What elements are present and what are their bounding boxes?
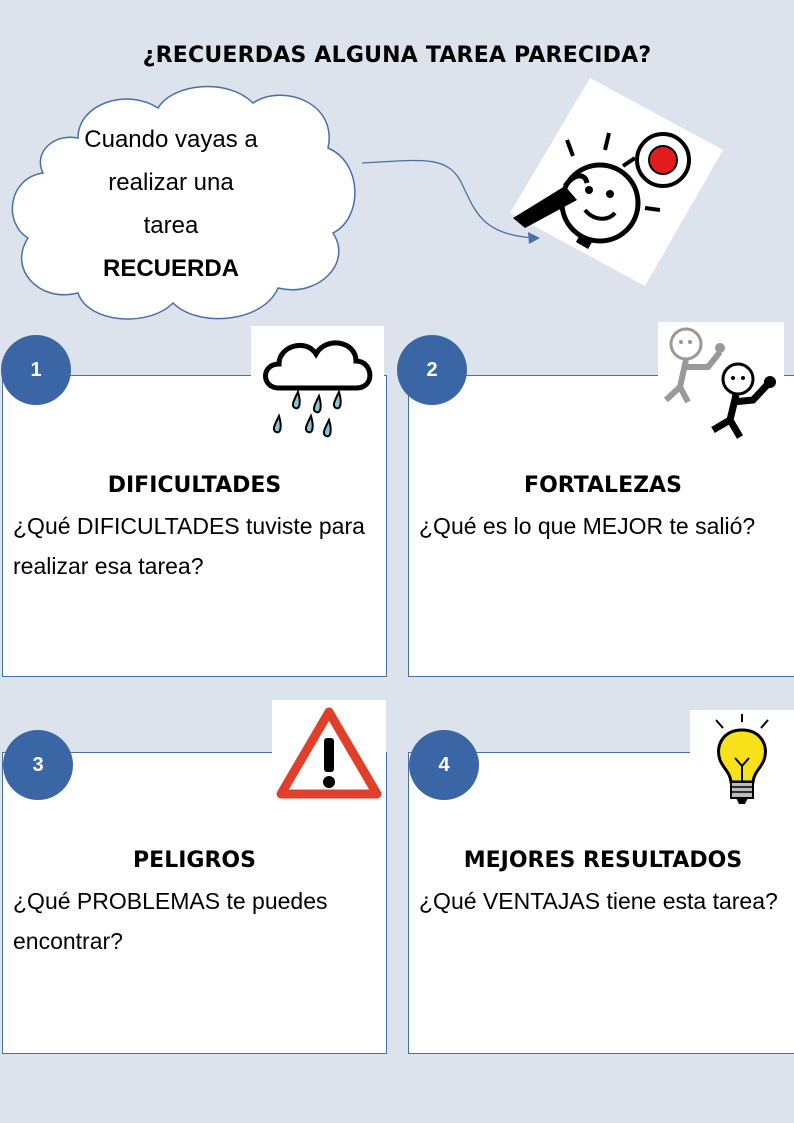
strong-people-icon: [658, 322, 784, 445]
card-question: ¿Qué DIFICULTADES tuviste para realizar esa tarea?: [13, 513, 365, 579]
card-number-badge: 3: [3, 730, 73, 800]
card-title: FORTALEZAS: [524, 473, 682, 498]
card-title: DIFICULTADES: [107, 473, 282, 498]
cloud-line: tarea: [143, 212, 199, 239]
card-number-badge: 2: [397, 335, 467, 405]
card-question: ¿Qué es lo que MEJOR te salió?: [419, 513, 756, 539]
card-number-badge: 4: [409, 730, 479, 800]
card-question: ¿Qué VENTAJAS tiene esta tarea?: [419, 888, 778, 914]
cloud-text: [40, 118, 302, 290]
cloud-line: Cuando vayas a: [84, 126, 258, 153]
remember-pictogram-icon: [505, 78, 725, 288]
cloud-line: realizar una: [108, 169, 234, 196]
warning-sign-icon: [272, 700, 386, 802]
card-question: ¿Qué PROBLEMAS te puedes encontrar?: [13, 888, 328, 954]
lightbulb-icon: [690, 710, 794, 810]
card-title: MEJORES RESULTADOS: [463, 848, 743, 873]
cloud-emphasis: RECUERDA: [102, 255, 239, 282]
card-number-badge: 1: [1, 335, 71, 405]
page-title: ¿RECUERDAS ALGUNA TAREA PARECIDA?: [142, 43, 652, 68]
card-title: PELIGROS: [133, 848, 256, 873]
rain-cloud-icon: [251, 326, 384, 446]
